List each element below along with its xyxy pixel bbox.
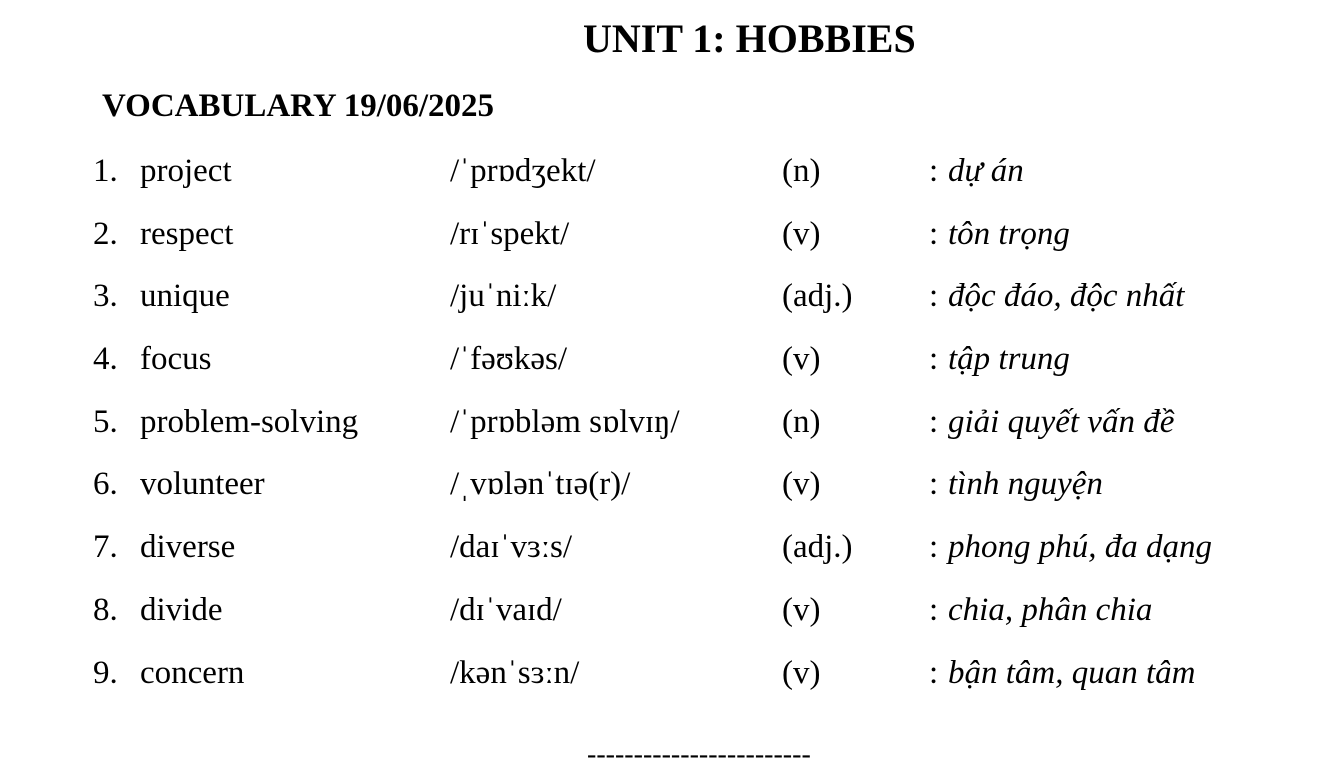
part-of-speech: (v) xyxy=(782,341,821,378)
english-word: problem-solving xyxy=(140,403,359,440)
part-of-speech: (adj.) xyxy=(782,529,853,566)
separator-colon: : xyxy=(929,591,939,628)
vietnamese-meaning: dự án xyxy=(948,153,1024,189)
phonetic-transcription: /kənˈsɜːn/ xyxy=(450,654,580,691)
phonetic-transcription: /dɪˈvaɪd/ xyxy=(450,591,562,628)
english-word: unique xyxy=(140,278,230,315)
part-of-speech: (n) xyxy=(782,153,821,189)
separator-colon: : xyxy=(929,215,939,252)
item-number: 2. xyxy=(93,215,118,252)
vietnamese-meaning: tập trung xyxy=(948,341,1070,378)
english-word: concern xyxy=(140,654,245,691)
dashed-divider: ------------------------ xyxy=(587,739,811,770)
separator-colon: : xyxy=(929,466,939,503)
vietnamese-meaning: giải quyết vấn đề xyxy=(948,403,1175,440)
vietnamese-meaning: độc đáo, độc nhất xyxy=(948,278,1185,315)
item-number: 1. xyxy=(93,153,118,189)
vietnamese-meaning: bận tâm, quan tâm xyxy=(948,654,1196,691)
vocabulary-item-5 xyxy=(0,400,1336,463)
part-of-speech: (n) xyxy=(782,403,821,440)
separator-colon: : xyxy=(929,341,939,378)
item-number: 6. xyxy=(93,466,118,503)
phonetic-transcription: /ˈfəʊkəs/ xyxy=(450,341,568,378)
vocabulary-item-6 xyxy=(0,462,1336,525)
vocabulary-item-8 xyxy=(0,588,1336,651)
english-word: diverse xyxy=(140,529,236,566)
phonetic-transcription: /ˌvɒlənˈtɪə(r)/ xyxy=(450,466,631,503)
vietnamese-meaning: tình nguyện xyxy=(948,466,1103,503)
part-of-speech: (adj.) xyxy=(782,278,853,315)
english-word: divide xyxy=(140,591,223,628)
vocabulary-list xyxy=(0,149,1336,713)
english-word: respect xyxy=(140,215,234,252)
item-number: 5. xyxy=(93,403,118,440)
phonetic-transcription: /juˈniːk/ xyxy=(450,278,557,315)
page-title: UNIT 1: HOBBIES xyxy=(583,16,916,61)
item-number: 9. xyxy=(93,654,118,691)
part-of-speech: (v) xyxy=(782,215,821,252)
english-word: volunteer xyxy=(140,466,265,503)
vocabulary-item-1 xyxy=(0,149,1336,212)
item-number: 4. xyxy=(93,341,118,378)
vocabulary-item-4 xyxy=(0,337,1336,400)
item-number: 8. xyxy=(93,591,118,628)
phonetic-transcription: /rɪˈspekt/ xyxy=(450,215,570,252)
vietnamese-meaning: chia, phân chia xyxy=(948,591,1153,628)
separator-colon: : xyxy=(929,403,939,440)
separator-colon: : xyxy=(929,278,939,315)
english-word: focus xyxy=(140,341,212,378)
vocabulary-item-7 xyxy=(0,525,1336,588)
vocabulary-item-9 xyxy=(0,651,1336,714)
phonetic-transcription: /ˈprɒdʒekt/ xyxy=(450,153,596,189)
separator-colon: : xyxy=(929,529,939,566)
english-word: project xyxy=(140,153,232,189)
vietnamese-meaning: tôn trọng xyxy=(948,215,1070,252)
part-of-speech: (v) xyxy=(782,654,821,691)
separator-colon: : xyxy=(929,153,939,189)
item-number: 7. xyxy=(93,529,118,566)
vocabulary-item-3 xyxy=(0,274,1336,337)
separator-colon: : xyxy=(929,654,939,691)
vocabulary-heading: VOCABULARY 19/06/2025 xyxy=(102,88,495,124)
part-of-speech: (v) xyxy=(782,466,821,503)
phonetic-transcription: /daɪˈvɜːs/ xyxy=(450,529,573,566)
item-number: 3. xyxy=(93,278,118,315)
vocabulary-item-2 xyxy=(0,212,1336,275)
part-of-speech: (v) xyxy=(782,591,821,628)
phonetic-transcription: /ˈprɒbləm sɒlvɪŋ/ xyxy=(450,403,680,440)
vietnamese-meaning: phong phú, đa dạng xyxy=(948,529,1212,566)
